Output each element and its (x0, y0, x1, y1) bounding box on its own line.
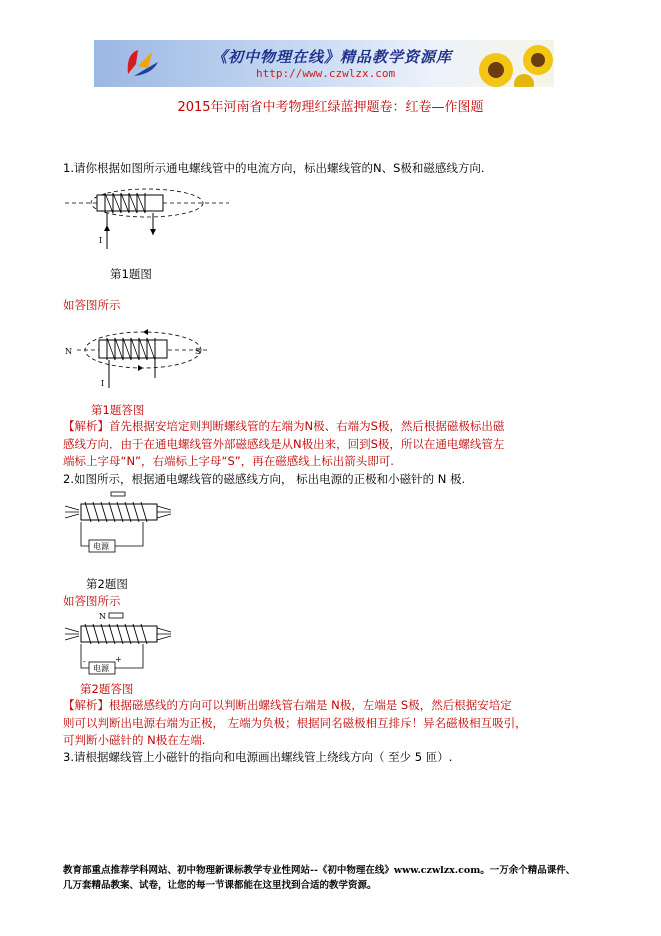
q1-answer-figure (63, 320, 213, 390)
explanation-2-line: 可判断小磁针的 N极在左端. (63, 733, 206, 747)
negative-terminal-label: - (83, 657, 86, 666)
current-label: I (101, 379, 105, 388)
current-label: I (99, 236, 103, 245)
question-1: 1.请你根据如图所示通电螺线管中的电流方向，标出螺线管的N、S极和磁感线方向. (63, 161, 485, 175)
header-banner (94, 40, 554, 87)
explanation-2-line: 则可以判断出电源右端为正极， 左端为负极；根据同名磁极相互排斥！异名磁极相互吸引， (63, 716, 527, 730)
question-3: 3.请根据螺线管上小磁针的指向和电源画出螺线管上绕线方向（ 至少 5 匝）. (63, 750, 453, 764)
positive-terminal-label: + (115, 655, 122, 664)
page-title: 2015年河南省中考物理红绿蓝押题卷：红卷—作图题 (177, 100, 484, 115)
power-source-label: 电源 (93, 542, 109, 551)
banner-url: http://www.czwlzx.com (256, 67, 396, 80)
q2-answer-figure (63, 612, 173, 682)
q1-figure (63, 185, 233, 255)
needle-north-label: N (99, 612, 106, 621)
south-label: S (195, 347, 201, 356)
q2-figure (63, 490, 173, 560)
power-source-label: 电源 (93, 664, 109, 673)
explanation-1-line: 感线方向．由于在通电螺线管外部磁感线是从N极出来，回到S极，所以在通电螺线管左 (63, 437, 505, 451)
answer-1-label: 如答图所示 (63, 298, 121, 312)
footer-line-2: 几万套精品教案、试卷，让您的每一节课都能在这里找到合适的教学资源。 (63, 880, 377, 891)
logo-icon (122, 44, 162, 84)
north-label: N (65, 347, 72, 356)
footer-line-1: 教育部重点推荐学科网站、初中物理新课标教学专业性网站--《初中物理在线》www.czwlzx.com。一万余个精品课件、 (63, 865, 576, 876)
answer-2-caption: 第2题答图 (80, 682, 134, 696)
figure-2-caption: 第2题图 (86, 577, 128, 591)
question-2: 2.如图所示，根据通电螺线管的磁感线方向， 标出电源的正极和小磁针的 N 极. (63, 472, 466, 486)
figure-1-caption: 第1题图 (110, 267, 152, 281)
banner-title: 《初中物理在线》精品教学资源库 (212, 48, 453, 66)
explanation-1-line: 端标上字母“N”，右端标上字母“S”，再在磁感线上标出箭头即可. (63, 454, 394, 468)
sunflower-icon (466, 40, 554, 87)
answer-2-label: 如答图所示 (63, 594, 121, 608)
explanation-1-line: 【解析】首先根据安培定则判断螺线管的左端为N极、右端为S极，然后根据磁极标出磁 (63, 419, 505, 433)
explanation-2-line: 【解析】根据磁感线的方向可以判断出螺线管右端是 N极，左端是 S极，然后根据安培定 (63, 698, 512, 712)
answer-1-caption: 第1题答图 (91, 403, 145, 417)
